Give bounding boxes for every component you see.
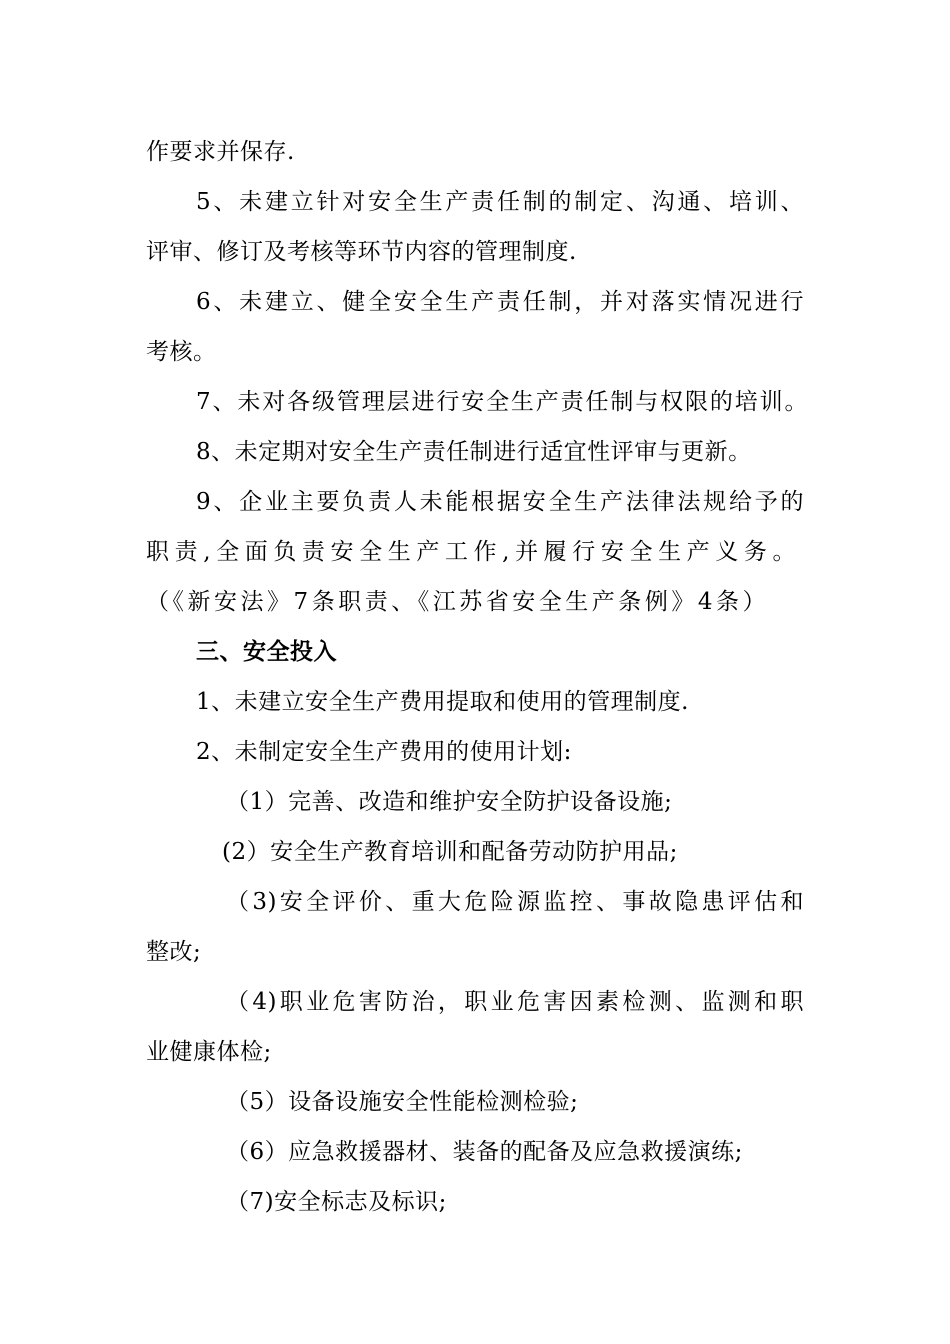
text-line: 2、未制定安全生产费用的使用计划:: [196, 739, 572, 765]
list-item: （4)职业危害防治，职业危害因素检测、监测和职: [226, 989, 804, 1015]
text-line: 1、未建立安全生产费用提取和使用的管理制度.: [196, 689, 689, 715]
text-line: 整改;: [146, 939, 202, 965]
text-line: 考核。: [146, 339, 217, 365]
text-line: 7、未对各级管理层进行安全生产责任制与权限的培训。: [196, 389, 808, 415]
text-line: 8、未定期对安全生产责任制进行适宜性评审与更新。: [196, 439, 752, 465]
list-item: （1）完善、改造和维护安全防护设备设施;: [226, 789, 673, 815]
list-item: （3)安全评价、重大危险源监控、事故隐患评估和: [226, 889, 804, 915]
text-line: 5、未建立针对安全生产责任制的制定、沟通、培训、: [196, 189, 804, 215]
text-line: （《新安法》7条职责、《江苏省安全生产条例》4条）: [146, 589, 766, 615]
text-line: 业健康体检;: [146, 1039, 272, 1065]
text-line: 作要求并保存.: [146, 139, 295, 165]
list-item: （5）设备设施安全性能检测检验;: [226, 1089, 579, 1115]
list-item: （6）应急救援器材、装备的配备及应急救援演练;: [226, 1139, 743, 1165]
list-item: （7)安全标志及标识;: [226, 1189, 447, 1215]
text-line: 6、未建立、健全安全生产责任制，并对落实情况进行: [196, 289, 804, 315]
text-line: 评审、修订及考核等环节内容的管理制度.: [146, 239, 577, 265]
text-line: 职责,全面负责安全生产工作,并履行安全生产义务。: [146, 539, 796, 565]
list-item: (2）安全生产教育培训和配备劳动防护用品;: [222, 839, 678, 865]
text-line: 9、企业主要负责人未能根据安全生产法律法规给予的: [196, 489, 804, 515]
section-heading: 三、安全投入: [196, 639, 337, 665]
